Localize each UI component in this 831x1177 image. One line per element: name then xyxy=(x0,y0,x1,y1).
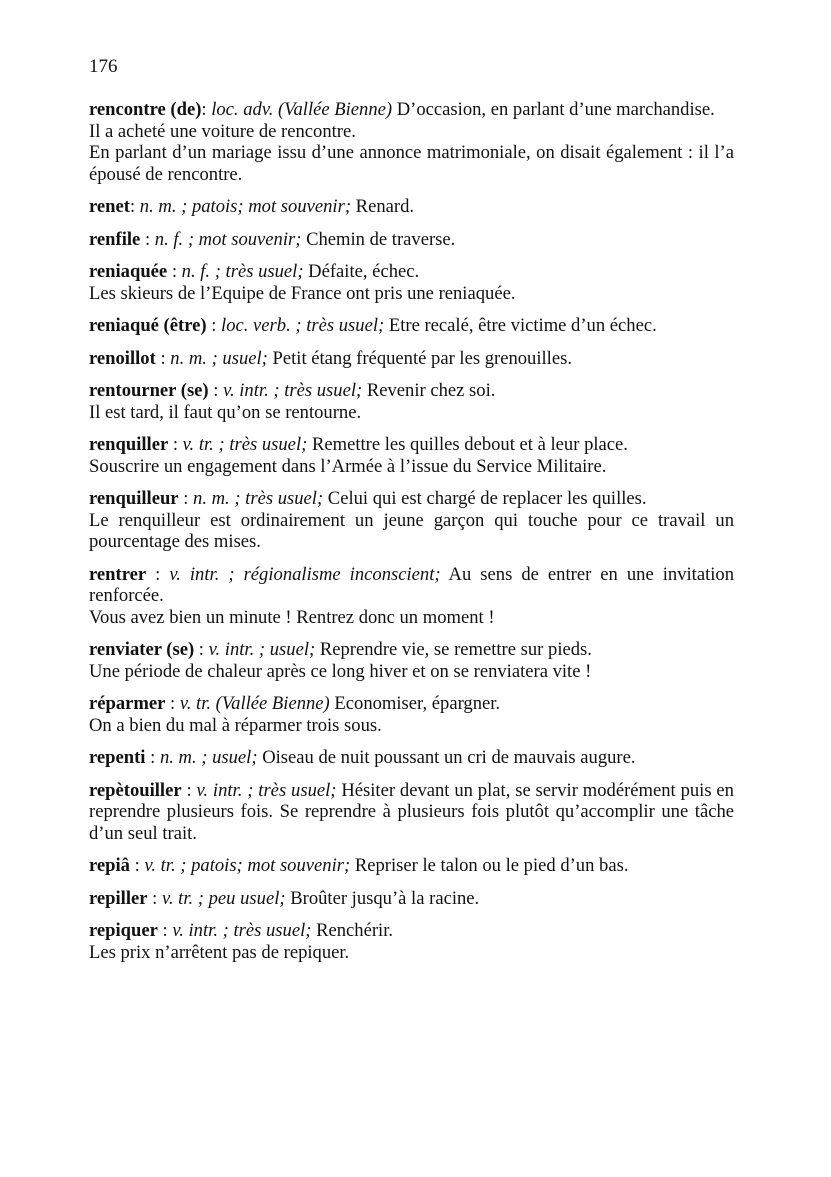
entry-definition-line xyxy=(89,229,734,251)
entry-definition: Oiseau de nuit poussant un cri de mauvais augure. xyxy=(257,747,636,768)
entry-separator: : xyxy=(201,99,212,120)
entry-example: Le renquilleur est ordinairement un jeune garçon qui touche pour ce travail un pourcentage des mises. xyxy=(89,509,734,552)
dictionary-entry xyxy=(89,564,734,629)
entry-example: En parlant d’un mariage issu d’une annonce matrimoniale, on disait également : il l’a épousé de rencontre. xyxy=(89,142,734,185)
entry-definition-line xyxy=(89,747,734,769)
entry-grammar: v. intr. ; très usuel; xyxy=(172,920,312,941)
entry-headword: reniaquée xyxy=(89,261,168,282)
dictionary-entry xyxy=(89,639,734,682)
entry-definition: Revenir chez soi. xyxy=(362,380,496,401)
entry-definition-line xyxy=(89,380,734,402)
entry-definition-line xyxy=(89,888,734,910)
entry-definition-line xyxy=(89,780,734,845)
entry-grammar: v. tr. (Vallée Bienne) xyxy=(179,693,330,714)
entry-separator: : xyxy=(140,228,155,250)
entry-grammar: v. tr. ; patois; mot souvenir; xyxy=(144,855,351,876)
entry-definition-line xyxy=(89,920,734,942)
entry-definition: Economiser, épargner. xyxy=(329,693,501,714)
entry-grammar: loc. adv. (Vallée Bienne) xyxy=(211,99,393,120)
entry-grammar: n. f. ; très usuel; xyxy=(181,261,304,282)
entry-separator: : xyxy=(168,434,183,455)
entry-definition-line xyxy=(89,348,734,370)
entry-definition: Petit étang fréquenté par les grenouilles. xyxy=(267,347,572,369)
dictionary-entry xyxy=(89,196,734,218)
entry-definition: Reprendre vie, se remettre sur pieds. xyxy=(315,639,592,660)
dictionary-entry xyxy=(89,99,734,185)
entry-example: Les skieurs de l’Equipe de France ont pris une reniaquée. xyxy=(89,282,516,304)
entry-example: Il a acheté une voiture de rencontre. xyxy=(89,120,356,142)
entry-separator: : xyxy=(208,380,224,401)
entry-grammar: n. f. ; mot souvenir; xyxy=(154,228,302,250)
entry-definition-line xyxy=(89,855,734,877)
entry-definition-line xyxy=(89,434,734,456)
entry-definition-line xyxy=(89,315,734,337)
dictionary-entry xyxy=(89,261,734,304)
entry-definition-line xyxy=(89,196,734,218)
entry-grammar: v. intr. ; très usuel; xyxy=(223,380,363,401)
entry-separator: : xyxy=(167,261,182,282)
entry-separator: : xyxy=(145,747,160,768)
entry-definition: Chemin de traverse. xyxy=(301,228,456,250)
entry-headword: renquilleur xyxy=(89,488,179,509)
entry-grammar: n. m. ; patois; mot souvenir; xyxy=(139,196,352,217)
entry-definition-line xyxy=(89,639,734,661)
entry-separator: : xyxy=(129,855,145,876)
entry-definition: Etre recalé, être victime d’un échec. xyxy=(384,315,657,336)
entry-grammar: loc. verb. ; très usuel; xyxy=(221,315,385,336)
entry-definition: Celui qui est chargé de replacer les quilles. xyxy=(323,488,647,509)
entry-example: Il est tard, il faut qu’on se rentourne. xyxy=(89,401,362,423)
dictionary-entry xyxy=(89,434,734,477)
entry-definition: Repriser le talon ou le pied d’un bas. xyxy=(350,855,629,876)
entry-headword: repètouiller xyxy=(89,779,182,801)
entry-headword: rencontre (de) xyxy=(89,99,202,120)
entry-definition: Renchérir. xyxy=(311,920,394,941)
dictionary-entry xyxy=(89,488,734,553)
entry-headword: repiller xyxy=(89,887,148,909)
entry-example: On a bien du mal à réparmer trois sous. xyxy=(89,714,382,736)
entry-headword: repenti xyxy=(89,747,146,768)
dictionary-page xyxy=(89,56,734,974)
entry-definition-line xyxy=(89,261,734,283)
entry-separator: : xyxy=(129,196,140,217)
entry-definition: Broûter jusqu’à la racine. xyxy=(285,887,480,909)
entry-grammar: v. intr. ; très usuel; xyxy=(196,779,337,801)
entry-definition: Renard. xyxy=(351,196,415,217)
entry-definition-line xyxy=(89,99,734,121)
dictionary-entry xyxy=(89,380,734,423)
entry-separator: : xyxy=(165,693,180,714)
dictionary-entry xyxy=(89,888,734,910)
dictionary-entry xyxy=(89,855,734,877)
entry-headword: repiâ xyxy=(89,855,130,876)
entry-headword: reniaqué (être) xyxy=(89,315,207,336)
dictionary-entry xyxy=(89,747,734,769)
entry-example: Les prix n’arrêtent pas de repiquer. xyxy=(89,941,350,963)
entry-grammar: n. m. ; usuel; xyxy=(170,347,268,369)
entry-separator: : xyxy=(147,887,162,909)
dictionary-entry xyxy=(89,229,734,251)
entry-grammar: v. intr. ; régionalisme inconscient; xyxy=(169,563,441,585)
entry-grammar: n. m. ; usuel; xyxy=(159,747,258,768)
entry-headword: renoillot xyxy=(89,347,156,369)
entry-separator: : xyxy=(155,347,171,369)
page-number: 176 xyxy=(89,56,118,77)
entry-definition-line xyxy=(89,564,734,607)
dictionary-entry xyxy=(89,780,734,845)
entry-separator: : xyxy=(181,779,197,801)
entry-headword: renviater (se) xyxy=(89,639,195,660)
entry-separator: : xyxy=(178,488,194,509)
entry-list xyxy=(89,99,734,963)
entry-headword: rentrer xyxy=(89,563,147,585)
entry-example: Une période de chaleur après ce long hiver et on se renviatera vite ! xyxy=(89,660,592,682)
entry-separator: : xyxy=(157,920,173,941)
entry-grammar: v. tr. ; peu usuel; xyxy=(161,887,286,909)
entry-definition: Au sens de entrer en une invitation renforcée. xyxy=(89,563,734,606)
entry-definition-line xyxy=(89,693,734,715)
entry-separator: : xyxy=(194,639,209,660)
entry-grammar: n. m. ; très usuel; xyxy=(193,488,324,509)
dictionary-entry xyxy=(89,315,734,337)
entry-definition-line xyxy=(89,488,734,510)
entry-definition: Défaite, échec. xyxy=(303,261,420,282)
entry-grammar: v. tr. ; très usuel; xyxy=(182,434,308,455)
entry-definition: D’occasion, en parlant d’une marchandise. xyxy=(392,99,715,120)
entry-headword: renquiller xyxy=(89,434,169,455)
dictionary-entry xyxy=(89,693,734,736)
entry-definition: Hésiter devant un plat, se servir modérément puis en reprendre plusieurs fois. Se reprendre à plusieurs fois plutôt qu’accomplir une tâche d’un seul trait. xyxy=(89,779,734,844)
entry-headword: renet xyxy=(89,196,130,217)
entry-grammar: v. intr. ; usuel; xyxy=(208,639,316,660)
entry-example: Souscrire un engagement dans l’Armée à l’issue du Service Militaire. xyxy=(89,455,607,477)
entry-headword: renfile xyxy=(89,228,141,250)
dictionary-entry xyxy=(89,348,734,370)
entry-headword: réparmer xyxy=(89,693,166,714)
entry-separator: : xyxy=(206,315,222,336)
entry-headword: repiquer xyxy=(89,920,158,941)
entry-headword: rentourner (se) xyxy=(89,380,209,401)
entry-separator: : xyxy=(146,563,170,585)
entry-example: Vous avez bien un minute ! Rentrez donc un moment ! xyxy=(89,606,495,628)
entry-definition: Remettre les quilles debout et à leur place. xyxy=(307,434,628,455)
dictionary-entry xyxy=(89,920,734,963)
